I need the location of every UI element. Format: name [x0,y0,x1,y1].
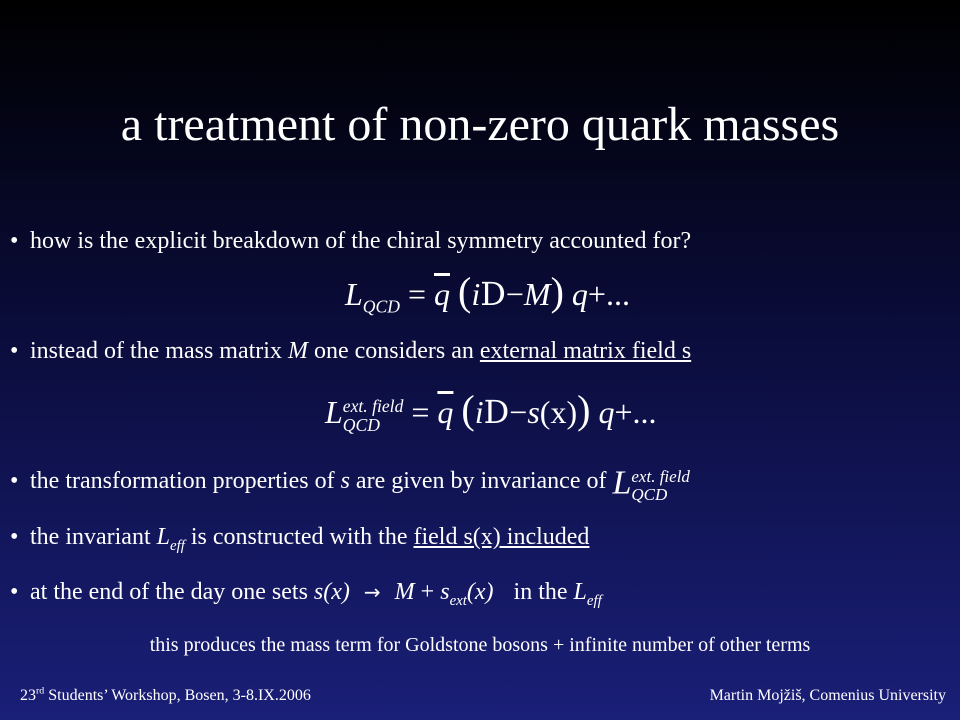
note-mass-term: this produces the mass term for Goldstone bosons + infinite number of other terms [149,634,811,656]
bullet-invariant-leff: • the invariant $L_{eff}$ is constructed with the field s(x) included [10,524,590,554]
bullet-dot: • [10,228,19,254]
formula-lqcd: $L_{QCD} = \overline{q}$ (iD−M) q+... [345,269,630,317]
bullet-external-field: • instead of the mass matrix M one considers an external matrix field s [10,338,692,364]
bullet-dot: • [10,579,19,605]
bullet-dot: • [10,338,19,364]
inline-lqcd-ext-field: L ext. field QCD [612,465,690,505]
formula-lqcd-ext-field: L ext. field QCD = $\overline{q}$ (iD−s(x)) q+... [325,387,657,435]
right-arrow-icon: → [363,580,381,604]
bullet-text: how is the explicit breakdown of the chiral symmetry accounted for? [30,228,692,254]
bullet-end-of-day: • at the end of the day one sets $s(x) \to M + s_{ext}(x)$ in the $L_{eff}$ [10,579,602,609]
footer-workshop: 23rd Students’ Workshop, Bosen, 3-8.IX.2006 [20,685,311,704]
footer-author: Martin Mojžiš, Comenius University [709,687,946,704]
bullet-transformation: • the transformation properties of s are given by invariance of L ext. field QCD [10,465,690,505]
bullet-explicit-breakdown [10,226,691,256]
bullet-dot: • [10,524,19,550]
slide-title: a treatment of non-zero quark masses [120,98,840,151]
bullet-dot: • [10,468,19,494]
